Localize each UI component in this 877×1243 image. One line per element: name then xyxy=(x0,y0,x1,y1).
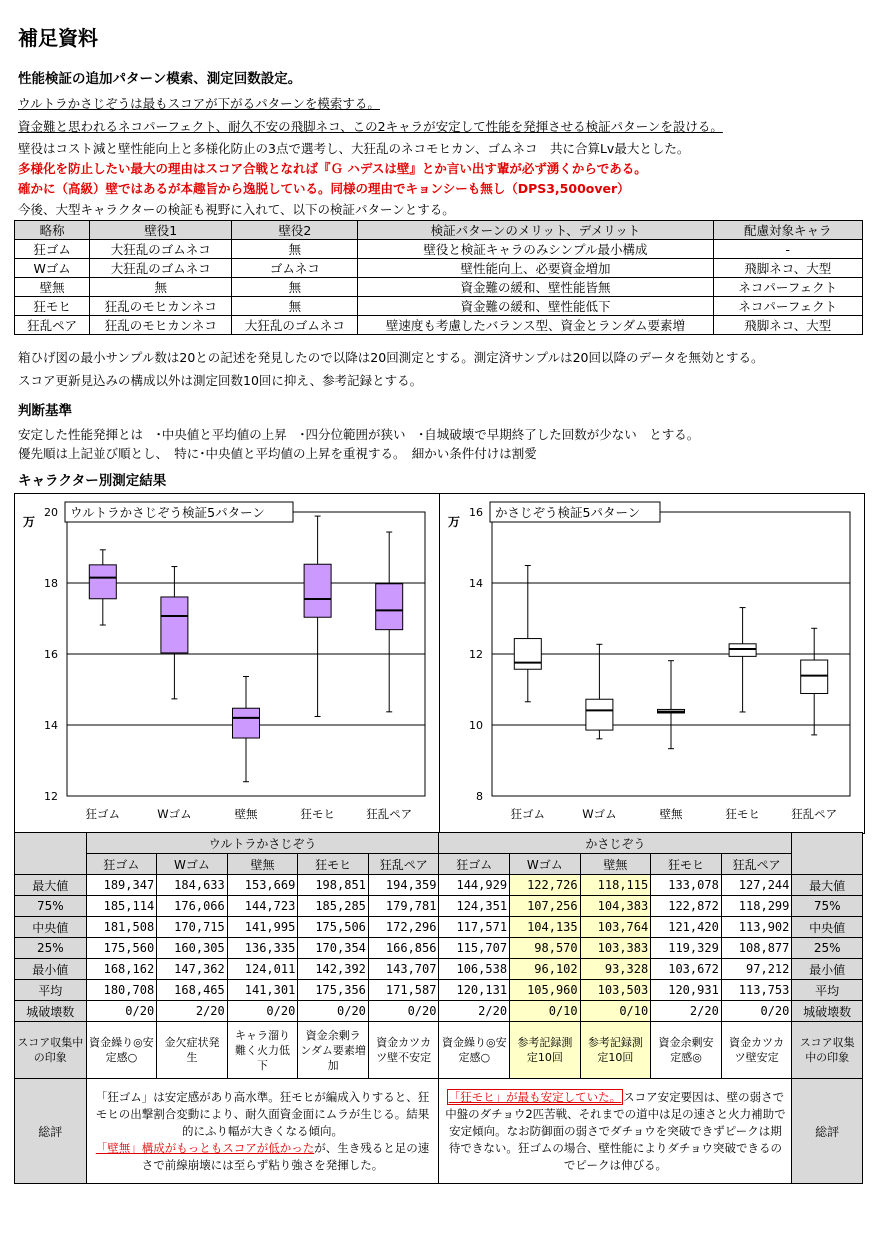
x-tick-label: 狂ゴム xyxy=(85,807,121,821)
table-row xyxy=(15,959,863,980)
pattern-cell: 狂乱ペア xyxy=(15,316,90,335)
value-cell: 118,115 xyxy=(580,875,651,896)
value-cell: 198,851 xyxy=(298,875,369,896)
unit-label: 万 xyxy=(448,515,461,529)
row-label: 25% xyxy=(15,938,87,959)
value-cell: 179,781 xyxy=(368,896,439,917)
corner-cell xyxy=(15,833,87,875)
row-label: 平均 xyxy=(792,980,863,1001)
pattern-cell: 壁無 xyxy=(15,278,90,297)
note-line: スコア更新見込みの構成以外は測定回数10回に抑え、参考記録とする。 xyxy=(18,373,423,388)
row-label: 中央値 xyxy=(792,917,863,938)
value-cell: 160,305 xyxy=(157,938,228,959)
col-header: 壁無 xyxy=(227,854,298,875)
value-cell: 170,715 xyxy=(157,917,228,938)
pattern-cell: 飛脚ネコ、大型 xyxy=(713,316,863,335)
box xyxy=(161,597,188,653)
pattern-cell: 無 xyxy=(232,278,358,297)
col-header: 狂乱ペア xyxy=(721,854,792,875)
review-text: が、生き残ると足の速さで前線崩壊には至らず粘り強さを発揮した。 xyxy=(141,1140,430,1172)
review-highlight: 「壁無」構成がもっともスコアが低かった xyxy=(95,1140,315,1155)
value-cell: 136,335 xyxy=(227,938,298,959)
y-tick-label: 18 xyxy=(44,577,58,590)
boxplot-chart-ultra xyxy=(15,494,439,833)
pattern-cell: - xyxy=(713,240,863,259)
page-title: 補足資料 xyxy=(18,26,98,50)
y-tick-label: 16 xyxy=(469,506,483,519)
table-row xyxy=(15,896,863,917)
pattern-cell: ゴムネコ xyxy=(232,259,358,278)
y-tick-label: 12 xyxy=(44,790,58,803)
impression-cell: 資金余剰安定感◎ xyxy=(651,1022,722,1079)
value-cell: 103,383 xyxy=(580,938,651,959)
y-tick-label: 8 xyxy=(476,790,483,803)
table-row xyxy=(15,938,863,959)
value-cell: 181,508 xyxy=(86,917,157,938)
x-tick-label: 狂乱ペア xyxy=(366,807,413,821)
value-cell: 117,571 xyxy=(439,917,510,938)
row-label: 総評 xyxy=(15,1079,87,1184)
impression-cell: 資金繰り◎安定感○ xyxy=(439,1022,510,1079)
value-cell: 96,102 xyxy=(510,959,581,980)
value-cell: 120,931 xyxy=(651,980,722,1001)
col-header: 狂モヒ xyxy=(298,854,369,875)
group-header: ウルトラかさじぞう xyxy=(86,833,439,854)
note-line: 箱ひげ図の最小サンプル数は20との記述を発見したので以降は20回測定とする。測定済サンプルは20回以降のデータを無効とする。 xyxy=(18,350,764,365)
value-cell: 168,465 xyxy=(157,980,228,1001)
pattern-cell: 狂モヒ xyxy=(15,297,90,316)
value-cell: 166,856 xyxy=(368,938,439,959)
criteria-heading: 判断基準 xyxy=(18,403,72,419)
value-cell: 106,538 xyxy=(439,959,510,980)
value-cell: 107,256 xyxy=(510,896,581,917)
impression-row xyxy=(15,1022,863,1079)
impression-cell: 参考記録測定10回 xyxy=(580,1022,651,1079)
value-cell: 104,135 xyxy=(510,917,581,938)
value-cell: 175,356 xyxy=(298,980,369,1001)
value-cell: 108,877 xyxy=(721,938,792,959)
pattern-cell: 大狂乱のゴムネコ xyxy=(90,259,232,278)
pattern-cell: 壁役と検証キャラのみシンプル最小構成 xyxy=(358,240,713,259)
value-cell: 142,392 xyxy=(298,959,369,980)
pattern-cell: 資金難の緩和、壁性能皆無 xyxy=(358,278,713,297)
value-cell: 2/20 xyxy=(439,1001,510,1022)
review-kasa xyxy=(439,1079,792,1184)
y-tick-label: 12 xyxy=(469,648,483,661)
box xyxy=(233,708,260,738)
value-cell: 153,669 xyxy=(227,875,298,896)
review-highlight: 「狂モヒ」が最も安定していた。 xyxy=(448,1089,622,1104)
x-tick-label: Wゴム xyxy=(157,807,192,821)
row-label: 総評 xyxy=(792,1079,863,1184)
pattern-header: 壁役1 xyxy=(90,221,232,240)
corner-cell xyxy=(792,833,863,875)
value-cell: 180,708 xyxy=(86,980,157,1001)
pattern-header: 検証パターンのメリット、デメリット xyxy=(358,221,713,240)
row-label: 25% xyxy=(792,938,863,959)
pattern-cell: 無 xyxy=(232,240,358,259)
value-cell: 122,872 xyxy=(651,896,722,917)
col-header: 狂乱ペア xyxy=(368,854,439,875)
x-tick-label: 狂ゴム xyxy=(510,807,546,821)
value-cell: 133,078 xyxy=(651,875,722,896)
row-label: 平均 xyxy=(15,980,87,1001)
impression-cell: 金欠症状発生 xyxy=(157,1022,228,1079)
pattern-header: 略称 xyxy=(15,221,90,240)
impression-cell: 参考記録測定10回 xyxy=(510,1022,581,1079)
y-tick-label: 16 xyxy=(44,648,58,661)
value-cell: 97,212 xyxy=(721,959,792,980)
review-ultra xyxy=(86,1079,439,1184)
value-cell: 0/20 xyxy=(721,1001,792,1022)
row-label: 最小値 xyxy=(792,959,863,980)
table-row xyxy=(15,980,863,1001)
row-label: 最大値 xyxy=(15,875,87,896)
table-row xyxy=(15,297,863,316)
value-cell: 0/20 xyxy=(298,1001,369,1022)
value-cell: 141,301 xyxy=(227,980,298,1001)
pattern-cell: 資金難の緩和、壁性能低下 xyxy=(358,297,713,316)
box xyxy=(89,565,116,599)
review-row xyxy=(15,1079,863,1184)
table-row xyxy=(15,240,863,259)
value-cell: 103,672 xyxy=(651,959,722,980)
value-cell: 120,131 xyxy=(439,980,510,1001)
table-row xyxy=(15,278,863,297)
x-tick-label: 狂モヒ xyxy=(300,807,335,821)
value-cell: 122,726 xyxy=(510,875,581,896)
value-cell: 98,570 xyxy=(510,938,581,959)
text-line: 資金難と思われるネコパーフェクト、耐久不安の飛脚ネコ、この2キャラが安定して性能を発揮させる検証パターンを設ける。 xyxy=(18,119,723,134)
value-cell: 0/10 xyxy=(510,1001,581,1022)
value-cell: 184,633 xyxy=(157,875,228,896)
row-label: 最大値 xyxy=(792,875,863,896)
value-cell: 0/10 xyxy=(580,1001,651,1022)
box xyxy=(376,584,403,630)
value-cell: 2/20 xyxy=(157,1001,228,1022)
value-cell: 144,929 xyxy=(439,875,510,896)
value-cell: 119,329 xyxy=(651,938,722,959)
results-table xyxy=(14,832,863,1184)
group-header: かさじぞう xyxy=(439,833,792,854)
col-header: Wゴム xyxy=(157,854,228,875)
impression-cell: 資金余剰ランダム要素増加 xyxy=(298,1022,369,1079)
col-header: 狂モヒ xyxy=(651,854,722,875)
value-cell: 144,723 xyxy=(227,896,298,917)
pattern-cell: 大狂乱のゴムネコ xyxy=(232,316,358,335)
pattern-cell: 無 xyxy=(232,297,358,316)
box xyxy=(586,699,613,730)
pattern-cell: 壁性能向上、必要資金増加 xyxy=(358,259,713,278)
pattern-table xyxy=(14,220,863,335)
row-label: 城破壊数 xyxy=(792,1001,863,1022)
col-header: 狂ゴム xyxy=(439,854,510,875)
table-row xyxy=(15,1001,863,1022)
value-cell: 175,560 xyxy=(86,938,157,959)
value-cell: 124,011 xyxy=(227,959,298,980)
value-cell: 115,707 xyxy=(439,938,510,959)
value-cell: 168,162 xyxy=(86,959,157,980)
impression-cell: 資金カツカツ壁安定 xyxy=(721,1022,792,1079)
pattern-cell: 無 xyxy=(90,278,232,297)
pattern-cell: 狂乱のモヒカンネコ xyxy=(90,297,232,316)
value-cell: 170,354 xyxy=(298,938,369,959)
pattern-cell: 大狂乱のゴムネコ xyxy=(90,240,232,259)
value-cell: 141,995 xyxy=(227,917,298,938)
x-tick-label: 壁無 xyxy=(234,807,258,821)
pattern-header: 配慮対象キャラ xyxy=(713,221,863,240)
impression-cell: 資金カツカツ壁不安定 xyxy=(368,1022,439,1079)
pattern-cell: Wゴム xyxy=(15,259,90,278)
value-cell: 172,296 xyxy=(368,917,439,938)
review-text: スコア安定要因は、壁の弱さで中盤のダチョウ2匹苦戦、それまでの道中は足の速さと火力補助で安定傾向。なお防御面の弱さでダチョウを突破できずピークは期待できない。狂ゴムの場合、壁性能によりダチョウ突破できるのでピークは伸びる。 xyxy=(445,1089,786,1172)
col-header: 壁無 xyxy=(580,854,651,875)
box xyxy=(514,639,541,670)
value-cell: 0/20 xyxy=(368,1001,439,1022)
value-cell: 2/20 xyxy=(651,1001,722,1022)
row-label: 中央値 xyxy=(15,917,87,938)
value-cell: 0/20 xyxy=(227,1001,298,1022)
x-tick-label: 狂乱ペア xyxy=(791,807,838,821)
text-line: 今後、大型キャラクターの検証も視野に入れて、以下の検証パターンとする。 xyxy=(18,202,455,217)
value-cell: 147,362 xyxy=(157,959,228,980)
row-label: 城破壊数 xyxy=(15,1001,87,1022)
row-label: 75% xyxy=(792,896,863,917)
section-heading: 性能検証の追加パターン模索、測定回数設定。 xyxy=(18,71,302,87)
y-tick-label: 14 xyxy=(44,719,58,732)
value-cell: 118,299 xyxy=(721,896,792,917)
col-header: 狂ゴム xyxy=(86,854,157,875)
x-tick-label: Wゴム xyxy=(582,807,617,821)
box xyxy=(801,660,828,693)
pattern-header: 壁役2 xyxy=(232,221,358,240)
text-line: 壁役はコスト減と壁性能向上と多様化防止の3点で選考し、大狂乱のネコモヒカン、ゴムネコ 共に合算Lv最大とした。 xyxy=(18,141,690,156)
value-cell: 124,351 xyxy=(439,896,510,917)
unit-label: 万 xyxy=(23,515,36,529)
box xyxy=(729,644,756,657)
pattern-cell: 狂乱のモヒカンネコ xyxy=(90,316,232,335)
table-row xyxy=(15,316,863,335)
text-line-red: 確かに（高級）壁ではあるが本趣旨から逸脱している。同様の理由でキョンシーも無し（DPS3,500over） xyxy=(18,181,630,196)
value-cell: 171,587 xyxy=(368,980,439,1001)
criteria-line: 安定した性能発揮とは ･中央値と平均値の上昇 ･四分位範囲が狭い ･自城破壊で早期終了した回数が少ない とする。 xyxy=(18,427,700,442)
value-cell: 93,328 xyxy=(580,959,651,980)
chart-title: ウルトラかさじぞう検証5パターン xyxy=(70,505,265,520)
value-cell: 127,244 xyxy=(721,875,792,896)
criteria-line: 優先順は上記並び順とし、 特に･中央値と平均値の上昇を重視する。 細かい条件付けは割愛 xyxy=(18,446,537,461)
chart-title: かさじぞう検証5パターン xyxy=(495,505,641,520)
value-cell: 103,503 xyxy=(580,980,651,1001)
value-cell: 103,764 xyxy=(580,917,651,938)
value-cell: 185,114 xyxy=(86,896,157,917)
value-cell: 105,960 xyxy=(510,980,581,1001)
row-label: スコア収集中の印象 xyxy=(792,1022,863,1079)
boxplot-chart-kasa xyxy=(440,494,864,833)
pattern-cell: 狂ゴム xyxy=(15,240,90,259)
y-tick-label: 14 xyxy=(469,577,483,590)
box xyxy=(304,564,331,617)
impression-cell: キャラ溜り難く火力低下 xyxy=(227,1022,298,1079)
value-cell: 194,359 xyxy=(368,875,439,896)
pattern-cell: 飛脚ネコ、大型 xyxy=(713,259,863,278)
review-text: 「狂ゴム」は安定感があり高水準。狂モヒが編成入りすると、狂モヒの出撃割合変動により、耐久面資金面にムラが生じる。結果的にふり幅が大きくなる傾向。 xyxy=(95,1089,430,1138)
row-label: 最小値 xyxy=(15,959,87,980)
impression-cell: 資金繰り◎安定感○ xyxy=(86,1022,157,1079)
row-label: スコア収集中の印象 xyxy=(15,1022,87,1079)
x-tick-label: 狂モヒ xyxy=(725,807,760,821)
value-cell: 185,285 xyxy=(298,896,369,917)
x-tick-label: 壁無 xyxy=(659,807,683,821)
value-cell: 113,753 xyxy=(721,980,792,1001)
y-tick-label: 20 xyxy=(44,506,58,519)
pattern-cell: ネコパーフェクト xyxy=(713,297,863,316)
table-row xyxy=(15,875,863,896)
value-cell: 175,506 xyxy=(298,917,369,938)
pattern-cell: 壁速度も考慮したバランス型、資金とランダム要素増 xyxy=(358,316,713,335)
pattern-cell: ネコパーフェクト xyxy=(713,278,863,297)
value-cell: 0/20 xyxy=(86,1001,157,1022)
value-cell: 143,707 xyxy=(368,959,439,980)
value-cell: 121,420 xyxy=(651,917,722,938)
charts-area xyxy=(14,493,865,834)
value-cell: 189,347 xyxy=(86,875,157,896)
table-row xyxy=(15,259,863,278)
results-heading: キャラクター別測定結果 xyxy=(18,473,167,489)
value-cell: 104,383 xyxy=(580,896,651,917)
y-tick-label: 10 xyxy=(469,719,483,732)
table-row xyxy=(15,917,863,938)
row-label: 75% xyxy=(15,896,87,917)
col-header: Wゴム xyxy=(510,854,581,875)
value-cell: 176,066 xyxy=(157,896,228,917)
text-line: ウルトラかさじぞうは最もスコアが下がるパターンを模索する。 xyxy=(18,96,380,111)
value-cell: 113,902 xyxy=(721,917,792,938)
text-line-red: 多様化を防止したい最大の理由はスコア合戦となれば『Ｇ ハデスは壁』とか言い出す輩が必ず湧くからである。 xyxy=(18,161,647,176)
